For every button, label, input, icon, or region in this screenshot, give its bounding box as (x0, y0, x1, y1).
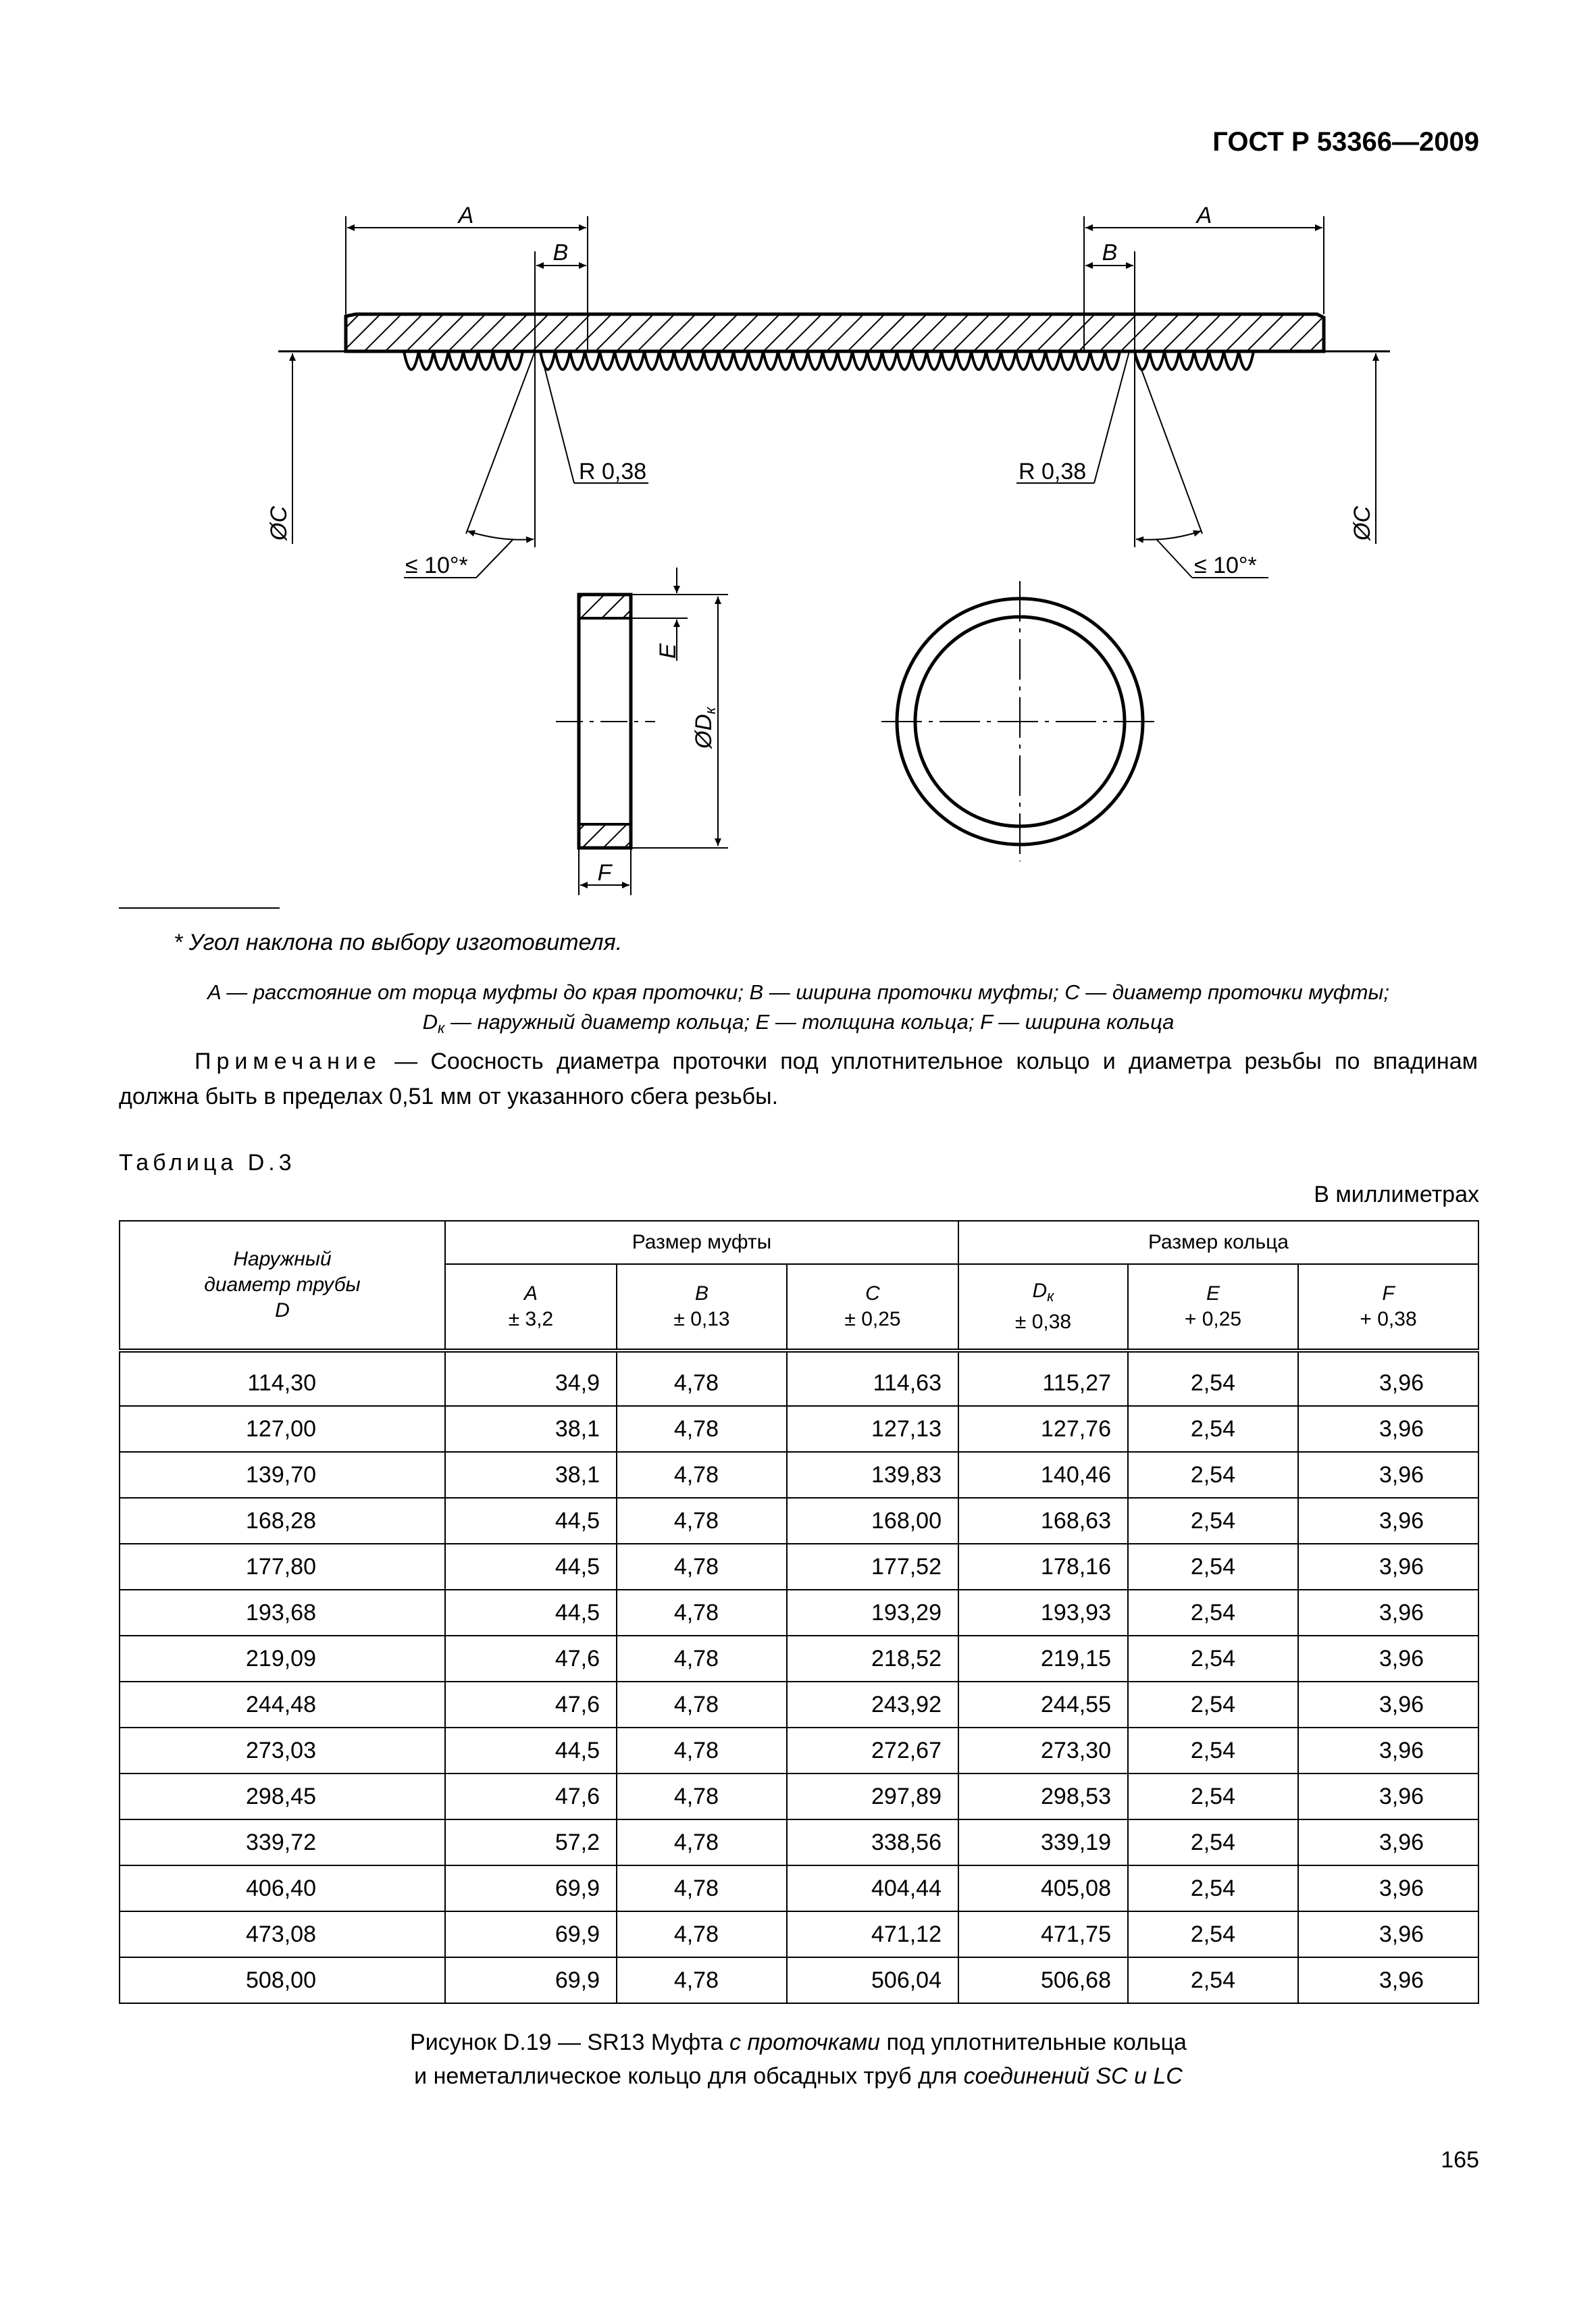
table-row (120, 1819, 1478, 1865)
table-cell: 178,16 (958, 1544, 1128, 1590)
table-cell: 3,96 (1298, 1911, 1478, 1957)
table-cell: 339,72 (120, 1819, 445, 1865)
table-cell: 471,12 (787, 1911, 958, 1957)
table-cell: 4,78 (617, 1590, 787, 1636)
table-cell: 4,78 (617, 1911, 787, 1957)
table-cell: 193,68 (120, 1590, 445, 1636)
table-cell: 2,54 (1128, 1590, 1298, 1636)
table-cell: 2,54 (1128, 1452, 1298, 1498)
table-cell: 177,52 (787, 1544, 958, 1590)
label-radius-right: R 0,38 (1019, 459, 1087, 484)
header-coupling-size: Размер муфты (445, 1221, 958, 1264)
header-pipe-diameter: Наружный диаметр трубы D (120, 1221, 445, 1351)
table-cell: 2,54 (1128, 1865, 1298, 1911)
header-col-f: F + 0,38 (1298, 1264, 1478, 1351)
table-cell: 3,96 (1298, 1728, 1478, 1774)
table-cell: 177,80 (120, 1544, 445, 1590)
table-cell: 34,9 (445, 1351, 617, 1406)
table-cell: 168,28 (120, 1498, 445, 1544)
table-cell: 4,78 (617, 1774, 787, 1819)
label-e: E (655, 643, 681, 659)
table-cell: 47,6 (445, 1636, 617, 1682)
note-label: Примечание (195, 1049, 382, 1074)
table-cell: 38,1 (445, 1406, 617, 1452)
table-cell: 69,9 (445, 1911, 617, 1957)
table-cell: 3,96 (1298, 1819, 1478, 1865)
table-title: Таблица D.3 (119, 1150, 296, 1176)
table-row (120, 1957, 1478, 2003)
table-cell: 4,78 (617, 1636, 787, 1682)
table-cell: 2,54 (1128, 1636, 1298, 1682)
table-cell: 127,00 (120, 1406, 445, 1452)
table-cell: 127,13 (787, 1406, 958, 1452)
table-cell: 139,83 (787, 1452, 958, 1498)
header-col-c: C ± 0,25 (787, 1264, 958, 1351)
table-cell: 3,96 (1298, 1452, 1478, 1498)
table-cell: 44,5 (445, 1544, 617, 1590)
table-cell: 272,67 (787, 1728, 958, 1774)
table-cell: 168,00 (787, 1498, 958, 1544)
table-cell: 2,54 (1128, 1774, 1298, 1819)
table-cell: 506,04 (787, 1957, 958, 2003)
table-cell: 219,09 (120, 1636, 445, 1682)
drawing-legend (119, 978, 1478, 1043)
table-cell: 4,78 (617, 1819, 787, 1865)
legend-line-1: A — расстояние от торца муфты до края проточки; B — ширина проточки муфты; C — диаметр проточки муфты; (207, 980, 1389, 1004)
table-units: В миллиметрах (1314, 1182, 1479, 1207)
table-cell: 473,08 (120, 1911, 445, 1957)
table-row (120, 1498, 1478, 1544)
header-ring-size: Размер кольца (958, 1221, 1478, 1264)
table-body (120, 1351, 1478, 2003)
coupling-section (278, 314, 1390, 370)
table-cell: 3,96 (1298, 1351, 1478, 1406)
table-cell: 127,76 (958, 1406, 1128, 1452)
table-cell: 4,78 (617, 1728, 787, 1774)
table-cell: 3,96 (1298, 1544, 1478, 1590)
table-cell: 219,15 (958, 1636, 1128, 1682)
table-cell: 2,54 (1128, 1957, 1298, 2003)
table-cell: 273,30 (958, 1728, 1128, 1774)
table-row (120, 1590, 1478, 1636)
table-cell: 4,78 (617, 1406, 787, 1452)
table-cell: 405,08 (958, 1865, 1128, 1911)
table-cell: 38,1 (445, 1452, 617, 1498)
table-row (120, 1544, 1478, 1590)
table-cell: 506,68 (958, 1957, 1128, 2003)
label-angle-right: ≤ 10°* (1194, 553, 1257, 578)
figure-caption: Рисунок D.19 — SR13 Муфта с проточками под уплотнительные кольца и неметаллическое кольцо для обсадных труб для соединений SC и LC (410, 2030, 1187, 2089)
table-cell: 2,54 (1128, 1406, 1298, 1452)
table-cell: 2,54 (1128, 1911, 1298, 1957)
table-cell: 3,96 (1298, 1865, 1478, 1911)
header-col-e: E + 0,25 (1128, 1264, 1298, 1351)
header-col-dk: $D_к$ ± 0,38 (958, 1264, 1128, 1351)
table-cell: 471,75 (958, 1911, 1128, 1957)
table-row (120, 1406, 1478, 1452)
table-cell: 4,78 (617, 1498, 787, 1544)
page-number: 165 (1441, 2147, 1479, 2173)
note-text: — Соосность диаметра проточки под уплотнительное кольцо и диаметра резьбы по впадинам должна быть в пределах 0,51 мм от указанного сбега резьбы. (119, 1049, 1478, 1109)
standard-code: ГОСТ Р 53366—2009 (1212, 127, 1479, 157)
ring-side-view (556, 568, 728, 895)
table-cell: 4,78 (617, 1865, 787, 1911)
table-cell: 273,03 (120, 1728, 445, 1774)
note-paragraph (119, 1044, 1478, 1114)
table-cell: 47,6 (445, 1682, 617, 1728)
table-cell: 3,96 (1298, 1590, 1478, 1636)
table-cell: 2,54 (1128, 1819, 1298, 1865)
table-cell: 69,9 (445, 1957, 617, 2003)
left-groove-detail (404, 351, 648, 578)
table-cell: 193,93 (958, 1590, 1128, 1636)
header-col-a: A ± 3,2 (445, 1264, 617, 1351)
table-cell: 4,78 (617, 1452, 787, 1498)
label-diameter-c-left: ØC (266, 506, 292, 540)
label-b-right: B (1102, 240, 1118, 266)
table-cell: 4,78 (617, 1351, 787, 1406)
table-cell: 44,5 (445, 1590, 617, 1636)
label-a-right: A (1196, 203, 1212, 228)
table-row (120, 1865, 1478, 1911)
table-row (120, 1351, 1478, 1406)
header-col-b: B ± 0,13 (617, 1264, 787, 1351)
table-cell: 69,9 (445, 1865, 617, 1911)
table-cell: 4,78 (617, 1957, 787, 2003)
dimension-c-left (266, 353, 292, 544)
table-cell: 406,40 (120, 1865, 445, 1911)
label-a-left: A (458, 203, 474, 228)
right-groove-detail (1016, 351, 1268, 578)
table-cell: 4,78 (617, 1682, 787, 1728)
footnote-rule (119, 907, 280, 909)
table-cell: 168,63 (958, 1498, 1128, 1544)
table-cell: 2,54 (1128, 1544, 1298, 1590)
label-diameter-dk: ØDк (691, 707, 719, 749)
table-row (120, 1682, 1478, 1728)
ring-front-view (881, 581, 1158, 861)
table-cell: 244,48 (120, 1682, 445, 1728)
dimensions-table (119, 1220, 1479, 2004)
table-cell: 508,00 (120, 1957, 445, 2003)
table-cell: 298,53 (958, 1774, 1128, 1819)
footnote: * Угол наклона по выбору изготовителя. (174, 930, 623, 955)
table-cell: 3,96 (1298, 1636, 1478, 1682)
table-cell: 57,2 (445, 1819, 617, 1865)
table-cell: 139,70 (120, 1452, 445, 1498)
table-cell: 2,54 (1128, 1498, 1298, 1544)
table-cell: 47,6 (445, 1774, 617, 1819)
table-cell: 2,54 (1128, 1728, 1298, 1774)
table-cell: 193,29 (787, 1590, 958, 1636)
label-radius-left: R 0,38 (579, 459, 647, 484)
table-row (120, 1636, 1478, 1682)
dimension-c-right (1349, 353, 1376, 544)
table-cell: 244,55 (958, 1682, 1128, 1728)
table-cell: 338,56 (787, 1819, 958, 1865)
table-cell: 3,96 (1298, 1774, 1478, 1819)
label-f: F (597, 860, 612, 886)
table-row (120, 1774, 1478, 1819)
table-row (120, 1728, 1478, 1774)
table-cell: 339,19 (958, 1819, 1128, 1865)
table-cell: 218,52 (787, 1636, 958, 1682)
table-cell: 114,63 (787, 1351, 958, 1406)
table-cell: 3,96 (1298, 1957, 1478, 2003)
legend-line-2: Dк — наружный диаметр кольца; E — толщина кольца; F — ширина кольца (422, 1010, 1175, 1036)
table-cell: 44,5 (445, 1728, 617, 1774)
table-cell: 2,54 (1128, 1682, 1298, 1728)
table-cell: 3,96 (1298, 1406, 1478, 1452)
label-diameter-c-right: ØC (1349, 506, 1375, 540)
label-angle-left: ≤ 10°* (405, 553, 468, 578)
technical-drawing (0, 0, 1596, 905)
table-cell: 3,96 (1298, 1498, 1478, 1544)
table-row (120, 1911, 1478, 1957)
table-cell: 243,92 (787, 1682, 958, 1728)
table-cell: 44,5 (445, 1498, 617, 1544)
table-cell: 4,78 (617, 1544, 787, 1590)
table-cell: 298,45 (120, 1774, 445, 1819)
table-cell: 2,54 (1128, 1351, 1298, 1406)
label-b-left: B (552, 240, 569, 266)
table-row (120, 1452, 1478, 1498)
table-cell: 3,96 (1298, 1682, 1478, 1728)
table-cell: 140,46 (958, 1452, 1128, 1498)
table-cell: 115,27 (958, 1351, 1128, 1406)
table-cell: 114,30 (120, 1351, 445, 1406)
table-cell: 404,44 (787, 1865, 958, 1911)
table-cell: 297,89 (787, 1774, 958, 1819)
